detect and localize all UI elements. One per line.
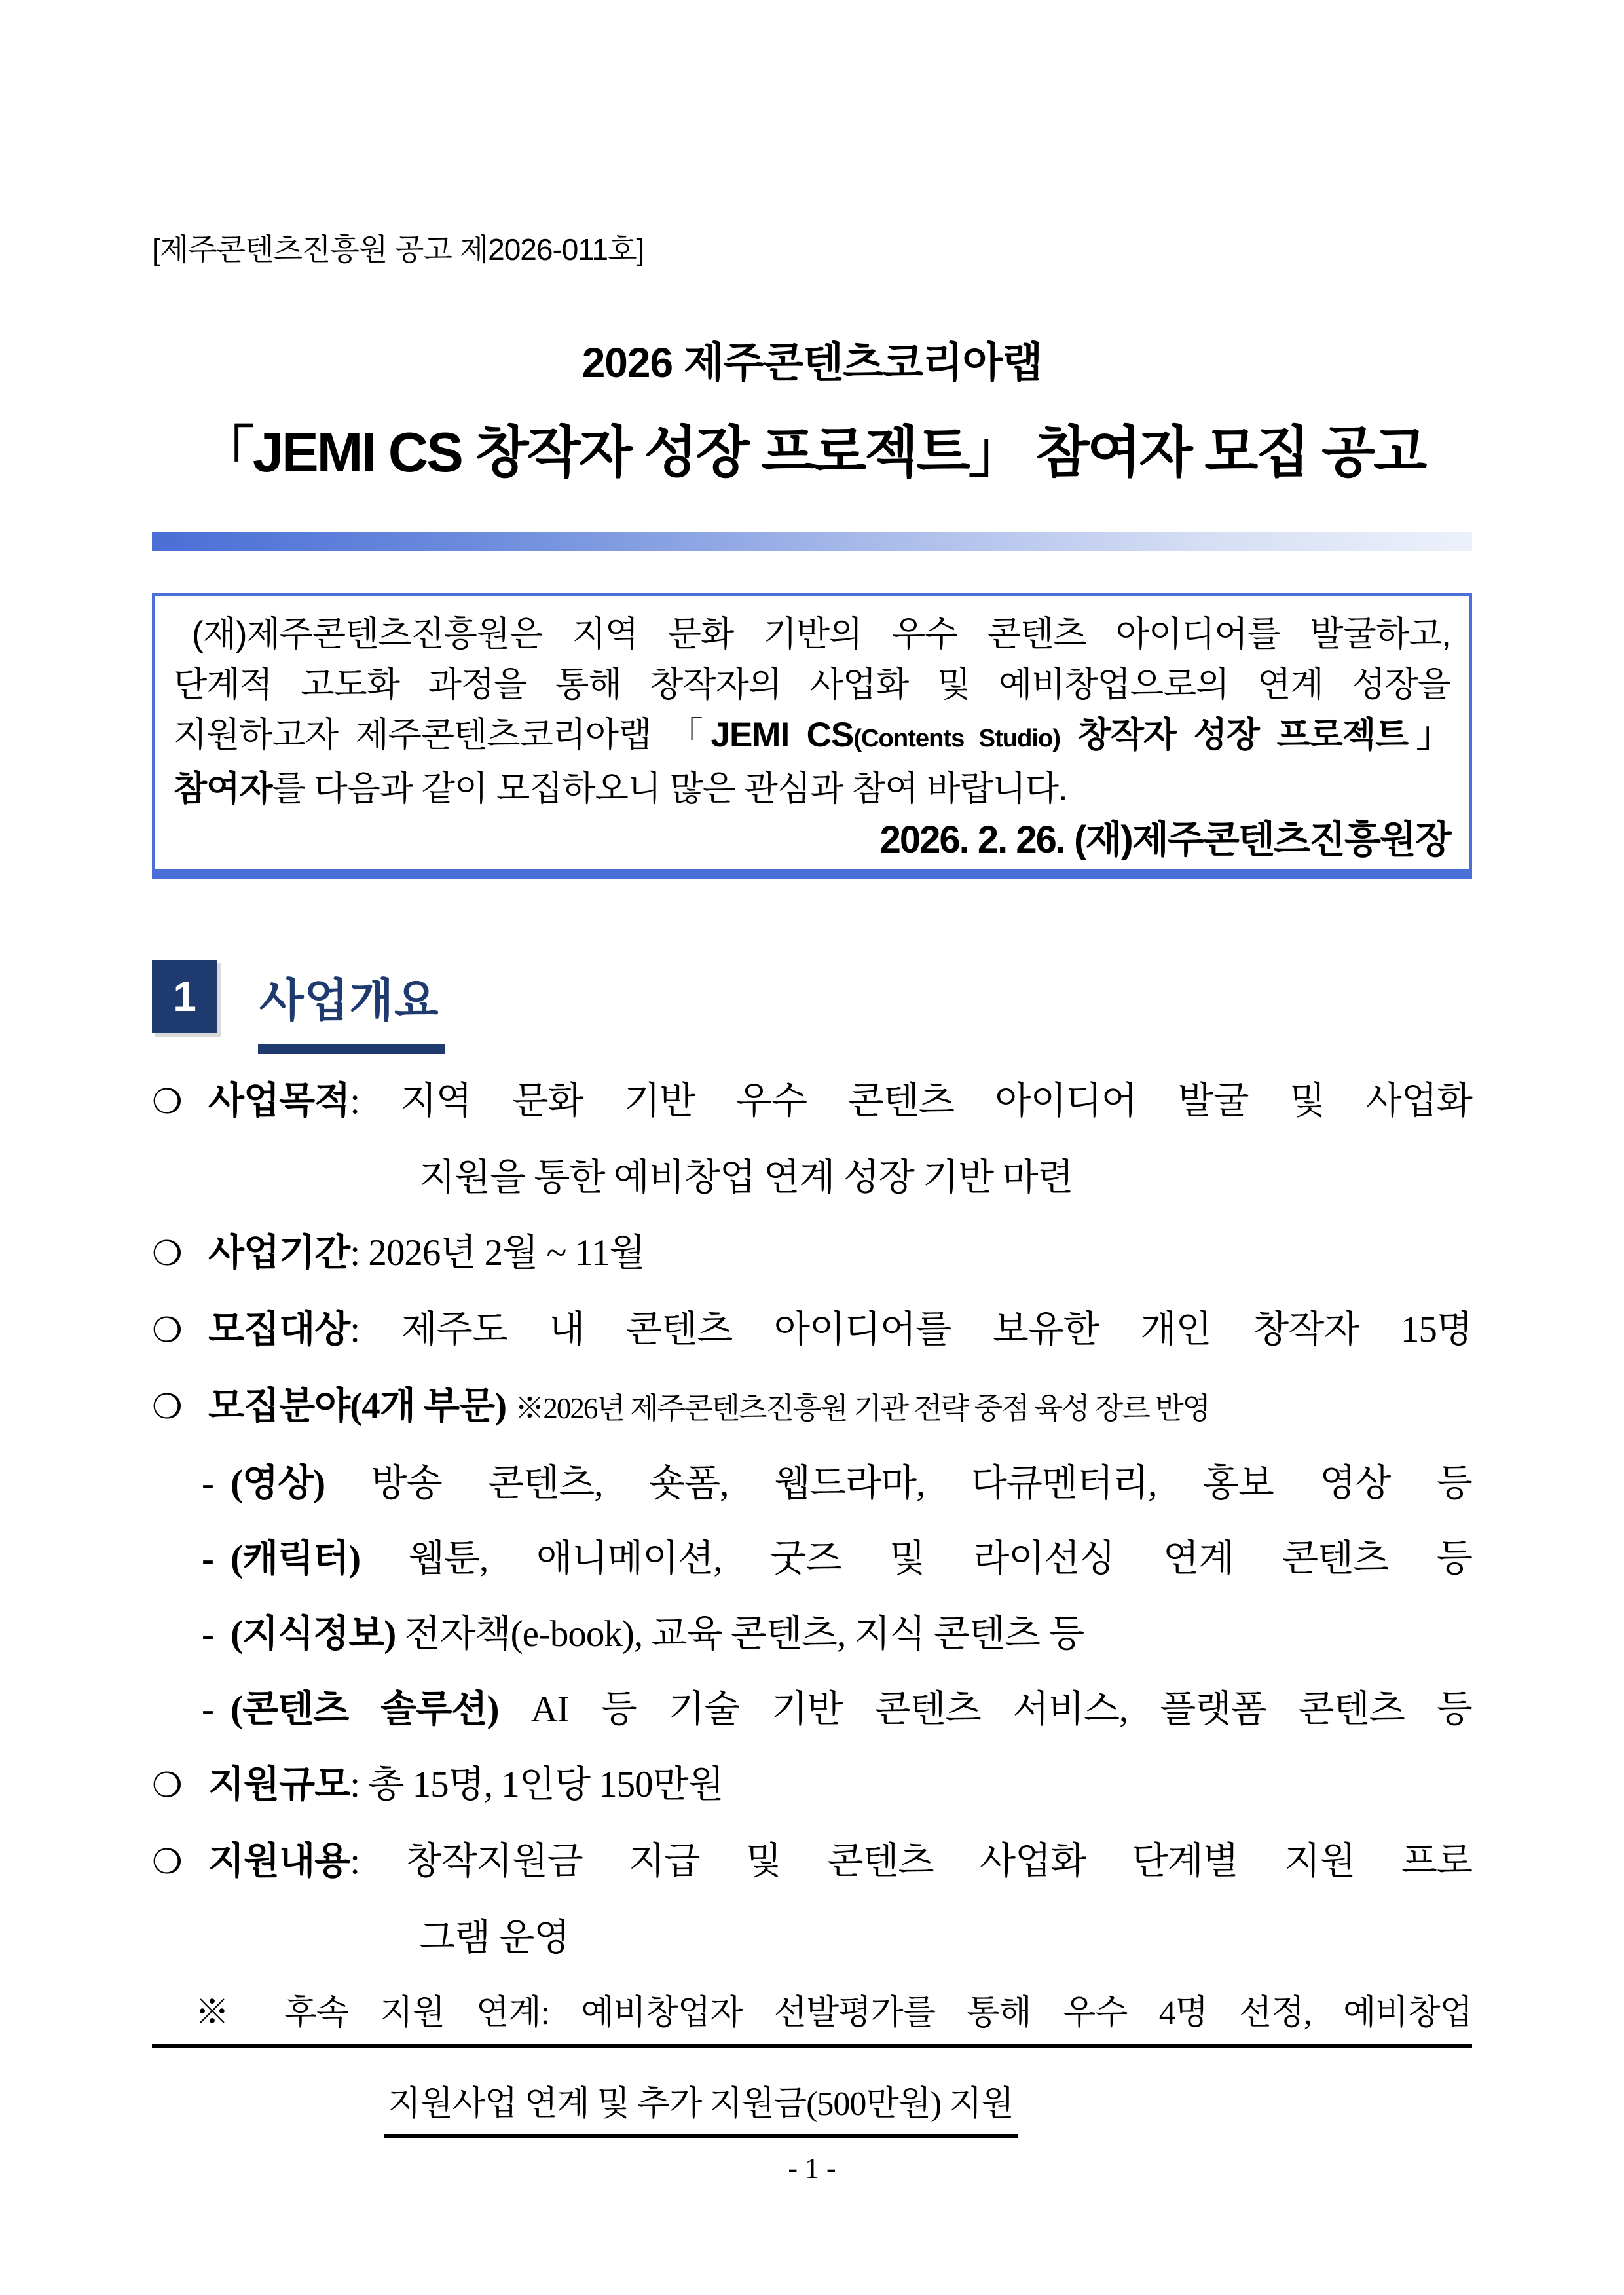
followup-note-line1-text: ※ 후속 지원 연계: 예비창업자 선발평가를 통해 우수 4명 선정, 예비창업 [195, 1994, 1472, 2032]
bullet-period-text: 2026년 2월 ~ 11월 [368, 1232, 645, 1274]
intro-box [152, 593, 1472, 879]
bullet-target-label: 모집대상 [208, 1309, 350, 1350]
bullet-purpose [152, 1081, 1472, 1123]
bullet-period [152, 1233, 1472, 1275]
bullet-period-label: 사업기간 [208, 1232, 350, 1274]
colon: : [350, 1232, 369, 1274]
intro-brand-name: JEMI CS [710, 716, 854, 754]
colon: : [350, 1841, 406, 1882]
intro-line-2-text: 단계적 고도화 과정을 통해 창작자의 사업화 및 예비창업으로의 연계 성장을 [174, 665, 1450, 704]
bullet-target-text: 제주도 내 콘텐츠 아이디어를 보유한 개인 창작자 15명 [401, 1309, 1472, 1350]
bullet-content-label: 지원내용 [208, 1841, 350, 1882]
bullet-content-text: 창작지원금 지급 및 콘텐츠 사업화 단계별 지원 프로 [405, 1841, 1472, 1882]
circle-bullet-icon: ❍ [152, 1236, 182, 1273]
intro-line-1-text: (재)제주콘텐츠진흥원은 지역 문화 기반의 우수 콘텐츠 아이디어를 발굴하고, [192, 615, 1450, 653]
intro-brand-subtitle: (Contents Studio) [853, 724, 1061, 752]
circle-bullet-icon: ❍ [152, 1389, 182, 1426]
overview-list [152, 1081, 1472, 2138]
field-item-knowledge-label: (지식정보) [231, 1613, 396, 1655]
gap [506, 1386, 515, 1427]
intro-line-2 [174, 659, 1450, 710]
bullet-purpose-cont-text: 지원을 통한 예비창업 연계 성장 기반 마련 [419, 1157, 1073, 1198]
bullet-purpose-continuation [152, 1158, 1472, 1198]
bullet-target [152, 1310, 1472, 1351]
colon: : [350, 1309, 401, 1350]
followup-note-line2 [152, 2083, 1472, 2138]
field-item-character-text: 웹툰, 애니메이션, 굿즈 및 라이선싱 연계 콘텐츠 등 [360, 1538, 1472, 1579]
document-title-line2: 「JEMI CS 창작자 성장 프로젝트」 참여자 모집 공고 [198, 422, 1426, 484]
section-1-number-badge: 1 [152, 960, 217, 1033]
field-item-solution-text: AI 등 기술 기반 콘텐츠 서비스, 플랫폼 콘텐츠 등 [498, 1689, 1472, 1730]
notice-number: [제주콘텐츠진흥원 공고 제2026-011호] [152, 232, 644, 266]
circle-bullet-icon: ❍ [152, 1844, 182, 1881]
field-item-solution [152, 1689, 1472, 1730]
field-item-video [152, 1463, 1472, 1504]
dash-bullet-icon: - [202, 1689, 213, 1730]
intro-line-1 [174, 609, 1450, 659]
bullet-purpose-text: 지역 문화 기반 우수 콘텐츠 아이디어 발굴 및 사업화 [400, 1080, 1472, 1122]
field-item-character [152, 1539, 1472, 1579]
dash-bullet-icon: - [202, 1538, 213, 1579]
dash-bullet-icon: - [202, 1613, 213, 1655]
colon: : [350, 1764, 369, 1805]
announcement-date-signature: 2026. 2. 26. (재)제주콘텐츠진흥원장 [879, 818, 1450, 861]
bullet-content-continuation [152, 1918, 1472, 1958]
section-1-header [152, 960, 1472, 1054]
bullet-fields [152, 1386, 1472, 1429]
bullet-scale [152, 1765, 1472, 1807]
gradient-divider [152, 532, 1472, 551]
intro-participant-bold: 참여자 [174, 769, 272, 808]
intro-line-3 [174, 710, 1450, 763]
page-number: - 1 - [788, 2152, 836, 2184]
field-item-video-label: (영상) [231, 1463, 325, 1504]
field-item-knowledge [152, 1614, 1472, 1655]
intro-line-3-prefix: 지원하고자 제주콘텐츠코리아랩 「 [174, 716, 711, 754]
circle-bullet-icon: ❍ [152, 1312, 182, 1349]
intro-line-4-rest: 를 다음과 같이 모집하오니 많은 관심과 참여 바랍니다. [272, 769, 1067, 808]
bullet-content [152, 1841, 1472, 1883]
dash-bullet-icon: - [202, 1463, 213, 1504]
colon: : [350, 1080, 401, 1122]
followup-note-line2-text: 지원사업 연계 및 추가 지원금(500만원) 지원 [384, 2084, 1017, 2138]
intro-line-4 [174, 763, 1450, 814]
section-1-title: 사업개요 [258, 964, 445, 1054]
field-item-solution-label: (콘텐츠 솔루션) [231, 1689, 499, 1730]
intro-brand-rest: 창작자 성장 프로젝트」 [1060, 716, 1450, 754]
field-item-character-label: (캐릭터) [231, 1538, 361, 1579]
circle-bullet-icon: ❍ [152, 1767, 182, 1805]
bullet-scale-text: 총 15명, 1인당 150만원 [368, 1764, 724, 1805]
bullet-purpose-label: 사업목적 [208, 1080, 350, 1122]
bullet-scale-label: 지원규모 [208, 1764, 350, 1805]
bullet-content-cont-text: 그램 운영 [419, 1917, 570, 1958]
field-item-knowledge-text: 전자책(e-book), 교육 콘텐츠, 지식 콘텐츠 등 [396, 1613, 1084, 1655]
field-item-video-text: 방송 콘텐츠, 숏폼, 웹드라마, 다큐멘터리, 홍보 영상 등 [325, 1463, 1472, 1504]
circle-bullet-icon: ❍ [152, 1084, 182, 1121]
bullet-fields-label: 모집분야(4개 부문) [208, 1386, 507, 1427]
document-title-line1: 2026 제주콘텐츠코리아랩 [581, 339, 1043, 386]
followup-note-line1 [152, 1993, 1472, 2048]
bullet-fields-note: ※2026년 제주콘텐츠진흥원 기관 전략 중점 육성 장르 반영 [515, 1392, 1210, 1425]
